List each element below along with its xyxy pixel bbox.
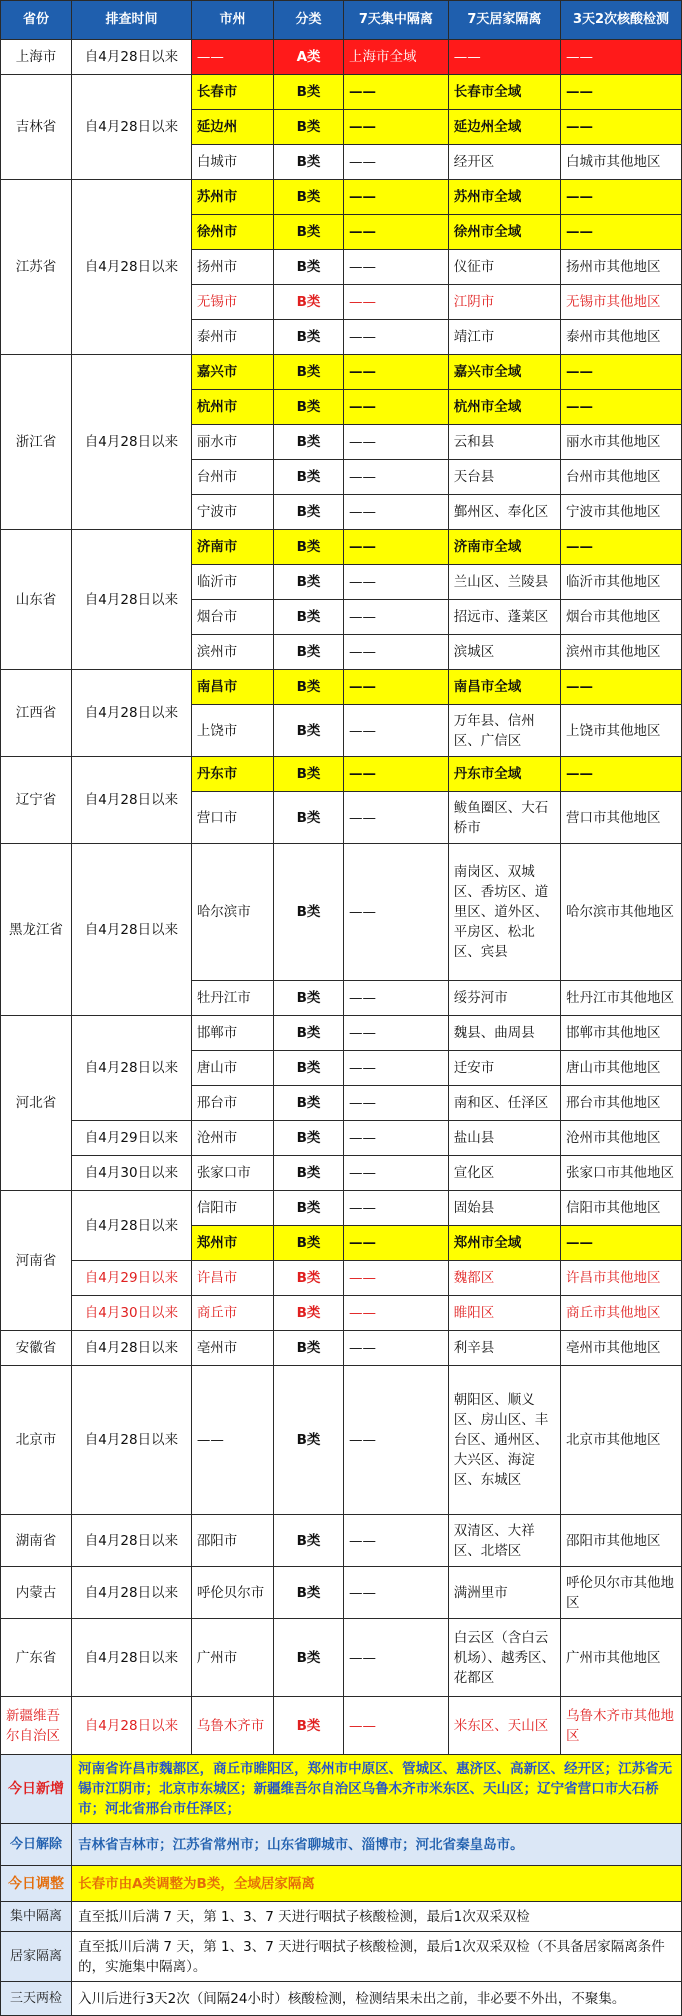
city-cell: 亳州市 [191,1331,273,1366]
central-cell: —— [343,215,448,250]
city-cell: 商丘市 [191,1296,273,1331]
table-row [1,757,682,792]
summary-row-new [1,1755,682,1824]
city-cell: 苏州市 [191,180,273,215]
class-cell: B类 [274,705,344,757]
class-cell: B类 [274,180,344,215]
class-cell: B类 [274,1226,344,1261]
test-cell: 白城市其他地区 [560,145,681,180]
class-cell: B类 [274,495,344,530]
test-cell: —— [560,757,681,792]
central-cell: —— [343,844,448,981]
city-cell: 徐州市 [191,215,273,250]
summary-text: 河南省许昌市魏都区，商丘市睢阳区，郑州市中原区、管城区、惠济区、高新区、经开区；江苏省无锡市江阴市；北京市东城区；新疆维吾尔自治区乌鲁木齐市米东区、天山区；辽宁省营口市大石桥市；河北省邢台市任泽区； [72,1755,682,1824]
test-cell: 信阳市其他地区 [560,1191,681,1226]
test-cell: —— [560,110,681,145]
city-cell: 牡丹江市 [191,981,273,1016]
header-row [1,1,682,40]
city-cell: 沧州市 [191,1121,273,1156]
class-cell: B类 [274,355,344,390]
city-cell: 丹东市 [191,757,273,792]
central-cell: —— [343,1226,448,1261]
test-cell: 营口市其他地区 [560,792,681,844]
table-row [1,1016,682,1051]
time-cell: 自4月29日以来 [72,1261,192,1296]
table-row [1,1296,682,1331]
time-cell: 自4月28日以来 [72,530,192,670]
central-cell: —— [343,1016,448,1051]
city-cell: —— [191,40,273,75]
test-cell: 哈尔滨市其他地区 [560,844,681,981]
home-cell: 经开区 [448,145,560,180]
city-cell: 邯郸市 [191,1016,273,1051]
city-cell: 许昌市 [191,1261,273,1296]
time-cell: 自4月28日以来 [72,1191,192,1261]
central-cell: —— [343,1366,448,1515]
home-cell: 绥芬河市 [448,981,560,1016]
table-row [1,355,682,390]
home-cell: 盐山县 [448,1121,560,1156]
test-cell: 上饶市其他地区 [560,705,681,757]
time-cell: 自4月28日以来 [72,757,192,844]
central-cell: —— [343,1567,448,1619]
test-cell: 台州市其他地区 [560,460,681,495]
table-row [1,1121,682,1156]
central-cell: —— [343,1296,448,1331]
central-cell: —— [343,110,448,145]
table-row [1,1366,682,1515]
central-cell: —— [343,425,448,460]
class-cell: B类 [274,1515,344,1567]
test-cell: 无锡市其他地区 [560,285,681,320]
province-cell: 广东省 [1,1619,72,1697]
test-cell: 张家口市其他地区 [560,1156,681,1191]
province-cell: 河北省 [1,1016,72,1191]
city-cell: 邵阳市 [191,1515,273,1567]
class-cell: B类 [274,145,344,180]
city-cell: 乌鲁木齐市 [191,1697,273,1755]
test-cell: 邵阳市其他地区 [560,1515,681,1567]
home-cell: 鄞州区、奉化区 [448,495,560,530]
home-cell: 固始县 [448,1191,560,1226]
city-cell: 营口市 [191,792,273,844]
test-cell: 乌鲁木齐市其他地区 [560,1697,681,1755]
city-cell: 呼伦贝尔市 [191,1567,273,1619]
class-cell: B类 [274,1121,344,1156]
central-cell: —— [343,75,448,110]
city-cell: 南昌市 [191,670,273,705]
city-cell: 长春市 [191,75,273,110]
central-cell: —— [343,1697,448,1755]
central-cell: —— [343,1051,448,1086]
time-cell: 自4月28日以来 [72,1016,192,1121]
test-cell: 唐山市其他地区 [560,1051,681,1086]
class-cell: B类 [274,1366,344,1515]
summary-label: 集中隔离 [1,1902,72,1932]
summary-label: 居家隔离 [1,1932,72,1982]
province-cell: 黑龙江省 [1,844,72,1016]
summary-text: 直至抵川后满 7 天，第 1、3、7 天进行咽拭子核酸检测，最后1次双采双检（不具备居家隔离条件的，实施集中隔离）。 [72,1932,682,1982]
home-cell: 利辛县 [448,1331,560,1366]
home-cell: 苏州市全域 [448,180,560,215]
table-row [1,1261,682,1296]
home-cell: —— [448,40,560,75]
class-cell: B类 [274,670,344,705]
city-cell: 无锡市 [191,285,273,320]
city-cell: 白城市 [191,145,273,180]
class-cell: B类 [274,285,344,320]
time-cell: 自4月28日以来 [72,670,192,757]
home-cell: 杭州市全域 [448,390,560,425]
test-cell: —— [560,75,681,110]
class-cell: B类 [274,1296,344,1331]
city-cell: 济南市 [191,530,273,565]
table-row [1,180,682,215]
home-cell: 朝阳区、顺义区、房山区、丰台区、通州区、大兴区、海淀区、东城区 [448,1366,560,1515]
central-cell: —— [343,1156,448,1191]
summary-text: 长春市由A类调整为B类，全域居家隔离 [72,1866,682,1902]
test-cell: 滨州市其他地区 [560,635,681,670]
province-cell: 辽宁省 [1,757,72,844]
test-cell: 呼伦贝尔市其他地区 [560,1567,681,1619]
home-cell: 双清区、大祥区、北塔区 [448,1515,560,1567]
city-cell: 丽水市 [191,425,273,460]
central-cell: —— [343,635,448,670]
home-cell: 满洲里市 [448,1567,560,1619]
time-cell: 自4月28日以来 [72,1331,192,1366]
province-cell: 河南省 [1,1191,72,1331]
home-cell: 米东区、天山区 [448,1697,560,1755]
summary-row-home [1,1932,682,1982]
central-cell: —— [343,530,448,565]
city-cell: 信阳市 [191,1191,273,1226]
central-cell: —— [343,792,448,844]
summary-label: 今日新增 [1,1755,72,1824]
test-cell: —— [560,355,681,390]
central-cell: —— [343,670,448,705]
central-cell: 上海市全域 [343,40,448,75]
city-cell: 唐山市 [191,1051,273,1086]
city-cell: 张家口市 [191,1156,273,1191]
table-row [1,1156,682,1191]
home-cell: 靖江市 [448,320,560,355]
home-cell: 万年县、信州区、广信区 [448,705,560,757]
province-cell: 上海市 [1,40,72,75]
province-cell: 北京市 [1,1366,72,1515]
summary-row-adjust [1,1866,682,1902]
city-cell: 郑州市 [191,1226,273,1261]
table-row [1,75,682,110]
test-cell: —— [560,40,681,75]
class-cell: B类 [274,530,344,565]
home-cell: 徐州市全域 [448,215,560,250]
class-cell: B类 [274,565,344,600]
city-cell: 泰州市 [191,320,273,355]
city-cell: 宁波市 [191,495,273,530]
home-cell: 云和县 [448,425,560,460]
class-cell: B类 [274,215,344,250]
time-cell: 自4月28日以来 [72,844,192,1016]
table-row [1,1619,682,1697]
central-cell: —— [343,1261,448,1296]
central-cell: —— [343,495,448,530]
test-cell: —— [560,180,681,215]
class-cell: A类 [274,40,344,75]
header-central-quarantine: 7天集中隔离 [343,1,448,40]
time-cell: 自4月30日以来 [72,1296,192,1331]
central-cell: —— [343,757,448,792]
central-cell: —— [343,390,448,425]
city-cell: 台州市 [191,460,273,495]
class-cell: B类 [274,460,344,495]
home-cell: 南和区、任泽区 [448,1086,560,1121]
province-cell: 安徽省 [1,1331,72,1366]
summary-row-central [1,1902,682,1932]
header-class: 分类 [274,1,344,40]
home-cell: 滨城区 [448,635,560,670]
table-row [1,1191,682,1226]
header-nucleic-test: 3天2次核酸检测 [560,1,681,40]
class-cell: B类 [274,792,344,844]
test-cell: —— [560,670,681,705]
home-cell: 白云区（含白云机场）、越秀区、花都区 [448,1619,560,1697]
class-cell: B类 [274,320,344,355]
class-cell: B类 [274,1016,344,1051]
table-row [1,844,682,981]
city-cell: 滨州市 [191,635,273,670]
home-cell: 嘉兴市全域 [448,355,560,390]
province-cell: 新疆维吾尔自治区 [1,1697,72,1755]
home-cell: 济南市全域 [448,530,560,565]
class-cell: B类 [274,844,344,981]
test-cell: 丽水市其他地区 [560,425,681,460]
time-cell: 自4月28日以来 [72,1366,192,1515]
home-cell: 丹东市全域 [448,757,560,792]
province-cell: 江苏省 [1,180,72,355]
test-cell: 烟台市其他地区 [560,600,681,635]
summary-label: 三天两检 [1,1982,72,2016]
header-home-quarantine: 7天居家隔离 [448,1,560,40]
header-city: 市州 [191,1,273,40]
central-cell: —— [343,1191,448,1226]
central-cell: —— [343,600,448,635]
central-cell: —— [343,285,448,320]
home-cell: 招远市、蓬莱区 [448,600,560,635]
province-cell: 吉林省 [1,75,72,180]
city-cell: 邢台市 [191,1086,273,1121]
central-cell: —— [343,145,448,180]
time-cell: 自4月30日以来 [72,1156,192,1191]
home-cell: 郑州市全域 [448,1226,560,1261]
central-cell: —— [343,1086,448,1121]
central-cell: —— [343,1121,448,1156]
city-cell: 嘉兴市 [191,355,273,390]
table-row [1,1331,682,1366]
class-cell: B类 [274,1331,344,1366]
table-row [1,40,682,75]
time-cell: 自4月28日以来 [72,1567,192,1619]
test-cell: 邢台市其他地区 [560,1086,681,1121]
test-cell: 沧州市其他地区 [560,1121,681,1156]
central-cell: —— [343,705,448,757]
test-cell: 宁波市其他地区 [560,495,681,530]
test-cell: —— [560,390,681,425]
city-cell: 烟台市 [191,600,273,635]
test-cell: 北京市其他地区 [560,1366,681,1515]
time-cell: 自4月28日以来 [72,1619,192,1697]
home-cell: 江阴市 [448,285,560,320]
home-cell: 鲅鱼圈区、大石桥市 [448,792,560,844]
test-cell: 广州市其他地区 [560,1619,681,1697]
central-cell: —— [343,1619,448,1697]
table-row [1,1697,682,1755]
header-province: 省份 [1,1,72,40]
test-cell: 商丘市其他地区 [560,1296,681,1331]
central-cell: —— [343,355,448,390]
table-row [1,1515,682,1567]
summary-label: 今日解除 [1,1824,72,1866]
central-cell: —— [343,250,448,285]
central-cell: —— [343,460,448,495]
time-cell: 自4月28日以来 [72,1697,192,1755]
test-cell: 邯郸市其他地区 [560,1016,681,1051]
city-cell: 上饶市 [191,705,273,757]
class-cell: B类 [274,110,344,145]
home-cell: 睢阳区 [448,1296,560,1331]
time-cell: 自4月29日以来 [72,1121,192,1156]
province-cell: 江西省 [1,670,72,757]
class-cell: B类 [274,757,344,792]
test-cell: 泰州市其他地区 [560,320,681,355]
central-cell: —— [343,981,448,1016]
test-cell: —— [560,530,681,565]
summary-row-lift [1,1824,682,1866]
class-cell: B类 [274,1051,344,1086]
summary-row-test [1,1982,682,2016]
table-row [1,670,682,705]
central-cell: —— [343,320,448,355]
province-cell: 内蒙古 [1,1567,72,1619]
home-cell: 延边州全域 [448,110,560,145]
home-cell: 南岗区、双城区、香坊区、道里区、道外区、平房区、松北区、宾县 [448,844,560,981]
central-cell: —— [343,1515,448,1567]
class-cell: B类 [274,1191,344,1226]
test-cell: 临沂市其他地区 [560,565,681,600]
test-cell: 牡丹江市其他地区 [560,981,681,1016]
time-cell: 自4月28日以来 [72,75,192,180]
city-cell: 哈尔滨市 [191,844,273,981]
table-row [1,1567,682,1619]
class-cell: B类 [274,1156,344,1191]
table-row [1,530,682,565]
time-cell: 自4月28日以来 [72,1515,192,1567]
time-cell: 自4月28日以来 [72,40,192,75]
test-cell: 许昌市其他地区 [560,1261,681,1296]
province-cell: 山东省 [1,530,72,670]
city-cell: —— [191,1366,273,1515]
city-cell: 杭州市 [191,390,273,425]
city-cell: 延边州 [191,110,273,145]
province-cell: 湖南省 [1,1515,72,1567]
class-cell: B类 [274,1086,344,1121]
class-cell: B类 [274,1697,344,1755]
class-cell: B类 [274,390,344,425]
test-cell: 亳州市其他地区 [560,1331,681,1366]
test-cell: —— [560,215,681,250]
class-cell: B类 [274,250,344,285]
city-cell: 临沂市 [191,565,273,600]
summary-text: 直至抵川后满 7 天，第 1、3、7 天进行咽拭子核酸检测，最后1次双采双检 [72,1902,682,1932]
class-cell: B类 [274,1261,344,1296]
city-cell: 扬州市 [191,250,273,285]
class-cell: B类 [274,635,344,670]
city-cell: 广州市 [191,1619,273,1697]
test-cell: 扬州市其他地区 [560,250,681,285]
summary-text: 吉林省吉林市；江苏省常州市；山东省聊城市、淄博市；河北省秦皇岛市。 [72,1824,682,1866]
home-cell: 天台县 [448,460,560,495]
class-cell: B类 [274,75,344,110]
home-cell: 仪征市 [448,250,560,285]
home-cell: 迁安市 [448,1051,560,1086]
time-cell: 自4月28日以来 [72,355,192,530]
summary-label: 今日调整 [1,1866,72,1902]
header-check-time: 排查时间 [72,1,192,40]
home-cell: 宣化区 [448,1156,560,1191]
central-cell: —— [343,565,448,600]
province-cell: 浙江省 [1,355,72,530]
home-cell: 长春市全域 [448,75,560,110]
home-cell: 魏都区 [448,1261,560,1296]
class-cell: B类 [274,600,344,635]
class-cell: B类 [274,425,344,460]
class-cell: B类 [274,1619,344,1697]
central-cell: —— [343,180,448,215]
summary-text: 入川后进行3天2次（间隔24小时）核酸检测，检测结果未出之前，非必要不外出，不聚集。 [72,1982,682,2016]
class-cell: B类 [274,981,344,1016]
time-cell: 自4月28日以来 [72,180,192,355]
central-cell: —— [343,1331,448,1366]
test-cell: —— [560,1226,681,1261]
home-cell: 南昌市全域 [448,670,560,705]
class-cell: B类 [274,1567,344,1619]
home-cell: 兰山区、兰陵县 [448,565,560,600]
home-cell: 魏县、曲周县 [448,1016,560,1051]
